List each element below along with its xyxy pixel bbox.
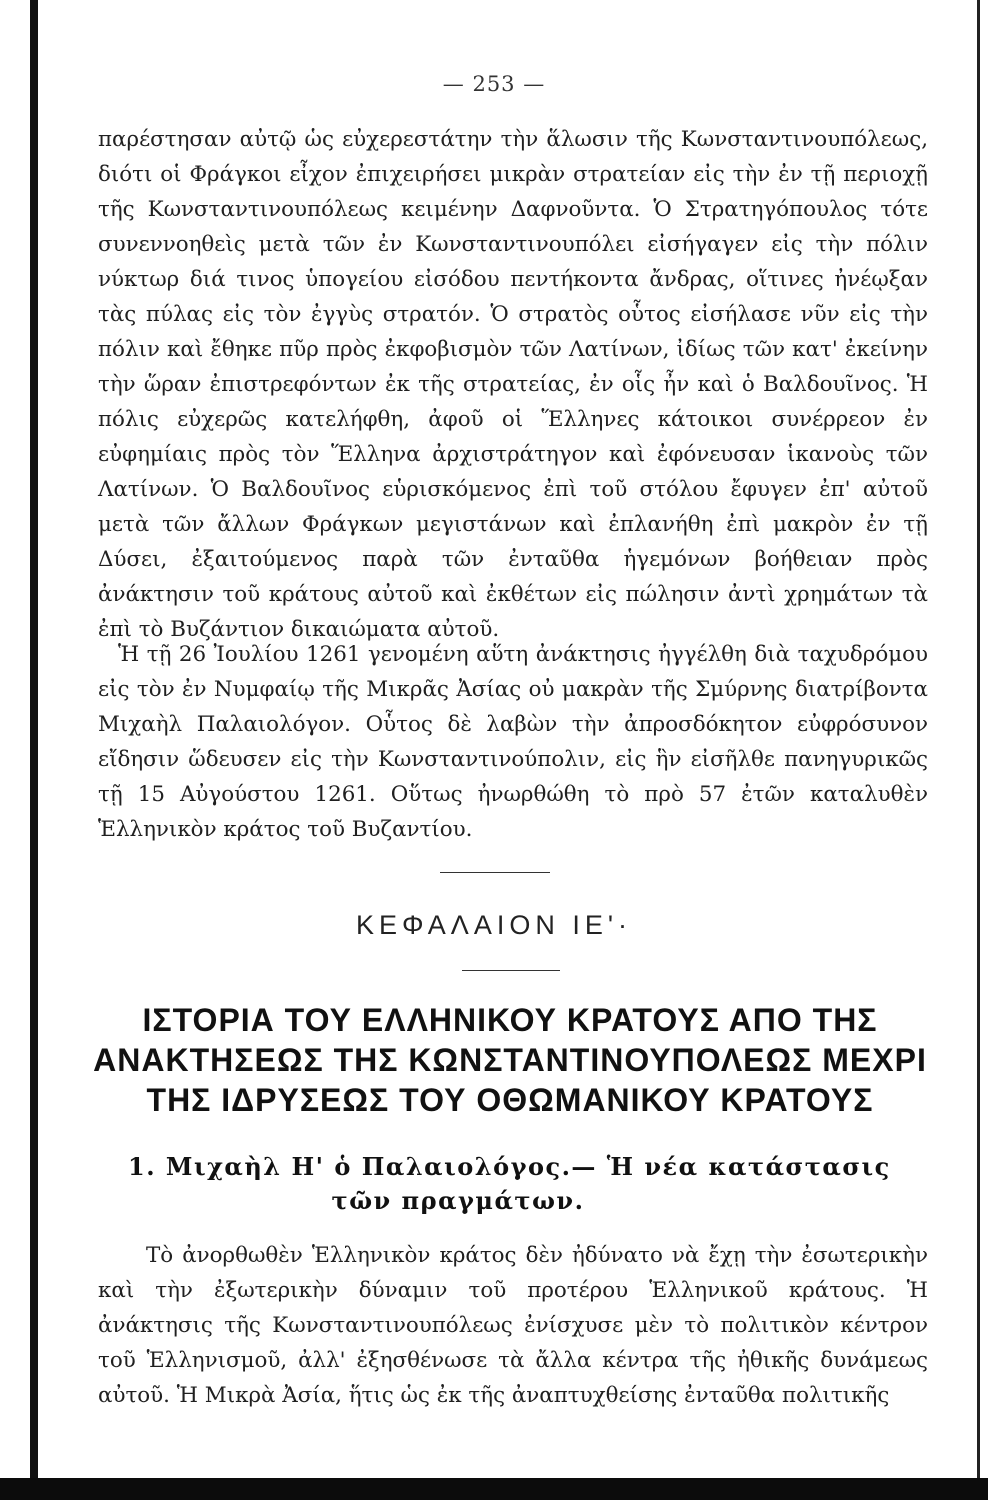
- paragraph-2: Ἡ τῇ 26 Ἰουλίου 1261 γενομένη αὕτη ἀνάκτησις ἠγγέλθη διὰ ταχυδρόμου εἰς τὸν ἐν Νυμφαίῳ τῆς Μικρᾶς Ἀσίας οὐ μακρὰν τῆς Σμύρνης διατρίβοντα Μιχαὴλ Παλαιολόγον. Οὗτος δὲ λαβὼν τὴν ἀπροσδόκητον εὐφρόσυνον εἴδησιν ὥδευσεν εἰς τὴν Κωνσταντινούπολιν, εἰς ἣν εἰσῆλθε πανηγυρικῶς τῇ 15 Αὐγούστου 1261. Οὕτως ἠνωρθώθη τὸ πρὸ 57 ἐτῶν καταλυθὲν Ἑλληνικὸν κράτος τοῦ Βυζαντίου.: [98, 642, 928, 842]
- page-number: — 253 —: [442, 72, 546, 96]
- scan-shadow-right: [977, 0, 980, 1500]
- divider-rule-top: [440, 872, 550, 873]
- chapter-heading: ΚΕΦΑΛΑΙΟΝ ΙΕ'·: [356, 910, 632, 940]
- paragraph-1: παρέστησαν αὐτῷ ὡς εὐχερεστάτην τὴν ἅλωσιν τῆς Κωνσταντινουπόλεως, διότι οἱ Φράγκοι εἶχον ἐπιχειρήσει μικρὰν στρατείαν εἰς τὴν ἐν τῇ περιοχῇ τῆς Κωνσταντινουπόλεως κειμένην Δαφνοῦντα. Ὁ Στρατηγόπουλος τότε συνεννοηθεὶς μετὰ τῶν ἐν Κωνσταντινουπόλει εἰσήγαγεν εἰς τὴν πόλιν νύκτωρ διά τινος ὑπογείου εἰσόδου πεντήκοντα ἄνδρας, οἵτινες ἠνέῳξαν τὰς πύλας εἰς τὸν ἐγγὺς στρατόν. Ὁ στρατὸς οὗτος εἰσήλασε νῦν εἰς τὴν πόλιν καὶ ἔθηκε πῦρ πρὸς ἐκφοβισμὸν τῶν Λατίνων, ἰδίως τῶν κατ' ἐκείνην τὴν ὥραν ἐπιστρεφόντων ἐκ τῆς στρατείας, ἐν οἷς ἦν καὶ ὁ Βαλδουῖνος. Ἡ πόλις εὐχερῶς κατελήφθη, ἀφοῦ οἱ Ἕλληνες κάτοικοι συνέρρεον ἐν εὐφημίαις πρὸς τὸν Ἕλληνα ἀρχιστράτηγον καὶ ἐφόνευσαν ἱκανοὺς τῶν Λατίνων. Ὁ Βαλδουῖνος εὑρισκόμενος ἐπὶ τοῦ στόλου ἔφυγεν ἐπ' αὐτοῦ μετὰ τῶν ἄλλων Φράγκων μεγιστάνων καὶ ἐπλανήθη ἐπὶ μακρὸν ἐν τῇ Δύσει, ἐξαιτούμενος παρὰ τῶν ἐνταῦθα ἡγεμόνων βοήθειαν πρὸς ἀνάκτησιν τοῦ κράτους αὐτοῦ καὶ ἐκθέτων εἰς πώλησιν ἀντὶ χρημάτων τὰ ἐπὶ τὸ Βυζάντιον δικαιώματα αὐτοῦ.: [98, 127, 928, 642]
- chapter-title: ΙΣΤΟΡΙΑ ΤΟΥ ΕΛΛΗΝΙΚΟΥ ΚΡΑΤΟΥΣ ΑΠΟ ΤΗΣ ΑΝΑΚΤΗΣΕΩΣ ΤΗΣ ΚΩΝΣΤΑΝΤΙΝΟΥΠΟΛΕΩΣ ΜΕΧΡΙ ΤΗΣ ΙΔΡΥΣΕΩΣ ΤΟΥ ΟΘΩΜΑΝΙΚΟΥ ΚΡΑΤΟΥΣ: [93, 1002, 927, 1118]
- paragraph-3: Τὸ ἀνορθωθὲν Ἑλληνικὸν κράτος δὲν ἠδύνατο νὰ ἔχῃ τὴν ἐσωτερικὴν καὶ τὴν ἐξωτερικὴν δύναμιν τοῦ προτέρου Ἑλληνικοῦ κράτους. Ἡ ἀνάκτησις τῆς Κωνσταντινουπόλεως ἐνίσχυσε μὲν τὸ πολιτικὸν κέντρον τοῦ Ἑλληνισμοῦ, ἀλλ' ἐξησθένωσε τὰ ἄλλα κέντρα τῆς ἠθικῆς δυνάμεως αὐτοῦ. Ἡ Μικρὰ Ἀσία, ἥτις ὡς ἐκ τῆς ἀναπτυχθείσης ἐνταῦθα πολιτικῆς: [98, 1243, 928, 1408]
- section-heading: [128, 1150, 908, 1218]
- divider-rule-bottom: [462, 970, 560, 971]
- section-heading-line-1: 1. Μιχαὴλ Η' ὁ Παλαιολόγος.— Ἡ νέα κατάστασις: [128, 1152, 891, 1181]
- scan-shadow-bottom: [0, 1478, 988, 1500]
- section-heading-line-2: τῶν πραγμάτων.: [331, 1186, 585, 1215]
- scan-shadow-left: [30, 0, 38, 1500]
